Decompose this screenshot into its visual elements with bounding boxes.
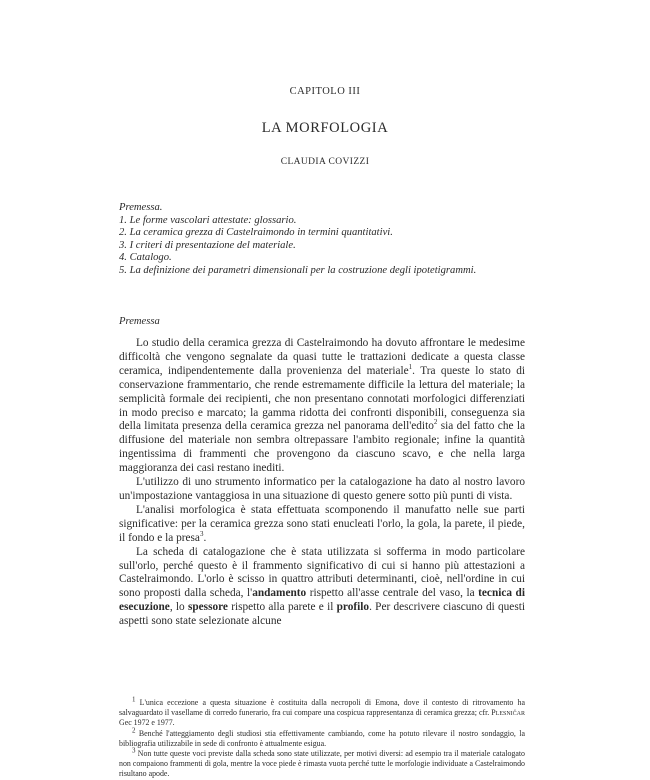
footnote-text: Non tutte queste voci previste dalla scheda sono state utilizzate, per motivi diversi: ad esempio tra il materiale catalogato non compaiono frammenti di gola, mentre la voce piede è rimasta vuota perché tutte le morfologie individuate a Castelraimondo risultano apode. — [119, 749, 525, 779]
table-of-contents — [119, 202, 525, 278]
text-run: . Per descrivere ciascuno di questi aspetti sono state selezionate alcune — [119, 601, 526, 628]
text-run: . — [203, 531, 207, 544]
section-title: Premessa — [119, 316, 160, 327]
text-run: sia del fatto che la diffusione del materiale non sembra oltrepassare l'ambito regionale; infine la quantità ingentissima di frammenti che provengono da ciascuno scavo, e che nella larga maggioranza dei casi restano inediti. — [119, 420, 525, 475]
chapter-title: LA MORFOLOGIA — [261, 120, 389, 136]
text-run: . Tra queste lo stato di conservazione frammentario, che rende estremamente difficile la lettura del materiale; la semplicità formale dei recipienti, che non presentano connotati morfologici differenziati in modo preciso e marcato; la gamma ridotta dei confronti disponibili, conseguenza sia della limitata presenza della ceramica grezza nel panorama dell'edito — [119, 364, 525, 433]
toc-heading: Premessa. — [119, 202, 163, 213]
text-run: rispetto alla parete e il — [227, 601, 337, 614]
text-run: Lo studio della ceramica grezza di Castelraimondo ha dovuto affrontare le medesime difficoltà che vengono segnalate da quasi tutte le trattazioni dedicate a questa classe ceramica, indipendentemente dalla provenienza del materiale — [119, 337, 525, 377]
footnote-ref: 2 — [433, 418, 438, 427]
author-name: CLAUDIA COVIZZI — [280, 157, 370, 167]
citation-author: Plesničar — [491, 708, 525, 718]
text-run: rispetto all'asse centrale del vaso, la — [306, 587, 479, 600]
body-text — [119, 337, 525, 629]
footnote — [119, 695, 525, 729]
footnote — [119, 725, 525, 749]
paragraph — [119, 337, 525, 476]
bold-term: profilo — [336, 601, 370, 614]
footnote-number: 2 — [132, 725, 136, 734]
chapter-number: CAPITOLO III — [289, 86, 361, 97]
footnote-text: Benché l'atteggiamento degli studiosi stia effettivamente cambiando, come ha potuto rilevare il nostro sondaggio, la bibliografia utilizzabile in sede di confronto è attualmente esigua. — [119, 728, 525, 748]
text-run: L'analisi morfologica è stata effettuata scomponendo il manufatto nelle sue parti significative: per la ceramica grezza sono stati enucleati l'orlo, la gola, la parete, il piede, il fondo e la presa — [119, 503, 525, 544]
paragraph — [119, 504, 525, 546]
toc-item: 4. Catalogo. — [119, 252, 172, 264]
paragraph: L'utilizzo di uno strumento informatico per la catalogazione ha dato al nostro lavoro un'impostazione vantaggiosa in una situazione di questo genere sotto più punti di vista. — [119, 476, 525, 502]
footnote-number: 3 — [132, 746, 136, 755]
toc-item: 2. La ceramica grezza di Castelraimondo in termini quantitativi. — [119, 227, 393, 239]
paragraph — [119, 546, 525, 629]
bold-term: spessore — [187, 601, 228, 614]
citation-text: Gec 1972 e 1977. — [119, 718, 175, 728]
footnotes — [119, 695, 525, 780]
toc-item: 3. I criteri di presentazione del materiale. — [119, 239, 296, 251]
footnote — [119, 746, 525, 780]
text-run: , lo — [169, 601, 188, 614]
footnote-ref: 1 — [408, 363, 413, 372]
footnote-text: L'unica eccezione a questa situazione è costituita dalla necropoli di Emona, dove il contesto di ritrovamento ha salvaguardato il vasellame di corredo funerario, fra cui compare una cospicua rappresentanza di ceramica grezza; cfr. — [119, 698, 525, 718]
footnote-number: 1 — [132, 695, 136, 704]
toc-item: 5. La definizione dei parametri dimensionali per la costruzione degli ipotetigrammi. — [119, 264, 477, 276]
bold-term: tecnica di esecuzione — [119, 587, 525, 614]
footnote-ref: 3 — [199, 529, 204, 538]
toc-item: 1. Le forme vascolari attestate: glossario. — [119, 214, 297, 226]
text-run: La scheda di catalogazione che è stata utilizzata si sofferma in modo particolare sull'orlo, perché questo è il frammento significativo di cui si hanno più attestazioni a Castelraimondo. L'orlo è scisso in quattro attributi determinanti, cioè, nell'ordine in cui sono proposti dalla scheda, l' — [119, 545, 525, 600]
bold-term: andamento — [252, 587, 307, 600]
